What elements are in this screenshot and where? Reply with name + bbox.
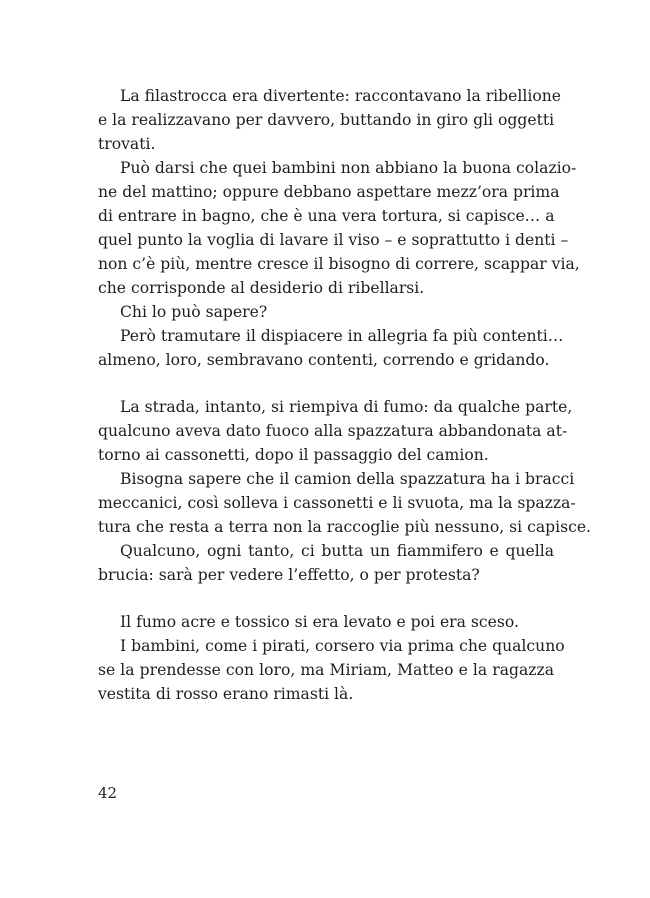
text-line: Chi lo può sapere? <box>120 303 268 321</box>
text-line: brucia: sarà per vedere l’effetto, o per protesta? <box>98 566 480 584</box>
paragraph <box>98 634 565 706</box>
text-line: torno ai cassonetti, dopo il passaggio del camion. <box>98 446 489 464</box>
text-line: La strada, intanto, si riempiva di fumo: da qualche parte, <box>120 398 573 416</box>
text-line: se la prendesse con loro, ma Miriam, Matteo e la ragazza <box>98 661 554 679</box>
text-line: qualcuno aveva dato fuoco alla spazzatura abbandonata at- <box>98 422 568 440</box>
paragraph <box>98 610 554 634</box>
paragraph <box>98 395 573 467</box>
text-line: La filastrocca era divertente: raccontavano la ribellione <box>120 87 561 105</box>
text-line: e la realizzavano per davvero, buttando in giro gli oggetti <box>98 111 555 129</box>
section-break <box>98 587 554 610</box>
text-line: di entrare in bagno, che è una vera tortura, si capisce… a <box>98 207 555 225</box>
paragraph <box>98 539 554 587</box>
section-break <box>98 372 554 395</box>
text-line: che corrisponde al desiderio di ribellarsi. <box>98 279 425 297</box>
text-line: ne del mattino; oppure debbano aspettare mezz’ora prima <box>98 183 560 201</box>
text-line: quel punto la voglia di lavare il viso – e soprattutto i denti – <box>98 231 569 249</box>
text-line: almeno, loro, sembravano contenti, correndo e gridando. <box>98 351 550 369</box>
text-line: meccanici, così solleva i cassonetti e li svuota, ma la spazza- <box>98 494 576 512</box>
text-line: Bisogna sapere che il camion della spazzatura ha i bracci <box>120 470 575 488</box>
paragraph <box>98 467 592 539</box>
text-line: tura che resta a terra non la raccoglie più nessuno, si capisce. <box>98 518 592 536</box>
paragraph <box>98 84 561 156</box>
text-line: vestita di rosso erano rimasti là. <box>98 685 354 703</box>
page-number: 42 <box>98 784 118 802</box>
text-line: Qualcuno, ogni tanto, ci butta un fiammifero e quella <box>120 542 554 560</box>
text-line: Può darsi che quei bambini non abbiano la buona colazio- <box>120 159 577 177</box>
text-line: Però tramutare il dispiacere in allegria fa più contenti… <box>120 327 564 345</box>
body-text <box>98 84 592 706</box>
text-line: non c’è più, mentre cresce il bisogno di correre, scappar via, <box>98 255 580 273</box>
paragraph <box>98 300 554 324</box>
text-line: I bambini, come i pirati, corsero via prima che qualcuno <box>120 637 565 655</box>
paragraph <box>98 156 580 300</box>
paragraph <box>98 324 564 372</box>
text-line: Il fumo acre e tossico si era levato e poi era sceso. <box>120 613 519 631</box>
text-line: trovati. <box>98 135 156 153</box>
